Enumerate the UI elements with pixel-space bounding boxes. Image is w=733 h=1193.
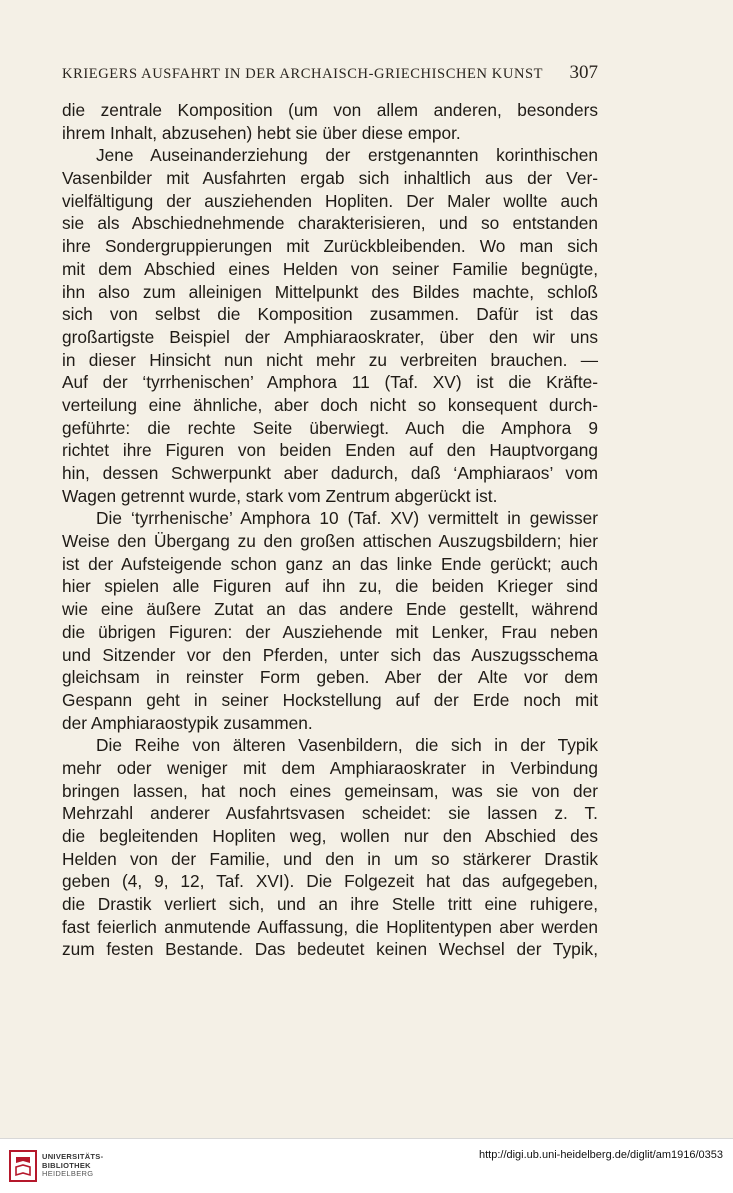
text-line: Wagen getrennt wurde, stark vom Zentrum abgerückt ist. (62, 485, 498, 506)
text-line: wie eine äußere Zutat an das andere Ende gestellt, während (62, 599, 598, 620)
text-line: und Sitzender vor den Pferden, unter sich das Auszugsschema (62, 644, 598, 665)
text-line: Helden von der Familie, und den in um so stärkerer Drastik (62, 848, 598, 869)
page-number: 307 (569, 62, 598, 83)
text-line: ihn also zum alleinigen Mittelpunkt des Bildes machte, schloß (62, 281, 598, 302)
text-line: die übrigen Figuren: der Ausziehende mit Lenker, Frau neben (62, 621, 598, 642)
permalink-url[interactable]: http://digi.ub.uni-heidelberg.de/diglit/am1916/0353 (478, 1149, 723, 1161)
text-line: fast feierlich anmutende Auffassung, die Hoplitentypen aber werden (62, 916, 598, 937)
text-line: Auf der ‘tyrrhenischen’ Amphora 11 (Taf. XV) ist die Kräfte- (62, 372, 598, 393)
text-line: in dieser Hinsicht nun nicht mehr zu verbreiten brauchen. — (62, 349, 598, 370)
text-line: sich von selbst die Komposition zusammen. Dafür ist das (62, 304, 598, 325)
text-line: zum festen Bestande. Das bedeutet keinen Wechsel der Typik, (62, 939, 598, 960)
text-line: Weise den Übergang zu den großen attischen Auszugsbildern; hier (62, 531, 598, 552)
running-title: KRIEGERS AUSFAHRT IN DER ARCHAISCH-GRIECHISCHEN KUNST (62, 66, 544, 82)
text-line: vielfältigung der ausziehenden Hopliten. Der Maler wollte auch (62, 190, 598, 211)
text-line: richtet ihre Figuren von beiden Enden auf den Hauptvorgang (62, 440, 598, 461)
text-line: die zentrale Komposition (um von allem anderen, besonders (62, 100, 598, 120)
text-line: Vasenbilder mit Ausfahrten ergab sich inhaltlich aus der Ver- (62, 168, 598, 189)
text-line: die begleitenden Hopliten weg, wollen nur den Abschied des (62, 826, 598, 846)
text-line: ihre Sondergruppierungen mit Zurückbleibenden. Wo man sich (62, 236, 598, 257)
text-line: Jene Auseinanderziehung der erstgenannten korinthischen (96, 145, 598, 166)
text-line: Mehrzahl anderer Ausfahrtsvasen scheidet: sie lassen z. T. (62, 803, 598, 824)
library-logo-icon (8, 1149, 38, 1183)
text-line: hin, dessen Schwerpunkt aber dadurch, daß ‘Amphiaraos’ vom (62, 463, 598, 483)
text-line: gleichsam in reinster Form geben. Aber der Alte vor dem (62, 667, 598, 688)
viewer-footer (0, 1138, 733, 1193)
text-line: Gespann geht in seiner Hockstellung auf der Erde noch mit (62, 689, 598, 710)
text-line: sie als Abschiednehmende charakterisieren, und so entstanden (62, 213, 598, 234)
text-line: geführte: die rechte Seite überwiegt. Auch die Amphora 9 (62, 417, 598, 438)
library-name: UNIVERSITÄTS- BIBLIOTHEK HEIDELBERG (42, 1152, 104, 1178)
text-line: geben (4, 9, 12, Taf. XVI). Die Folgezeit hat das aufgegeben, (62, 871, 598, 892)
text-line: verteilung eine ähnliche, aber doch nicht so konsequent durch- (62, 394, 598, 415)
text-line: Die Reihe von älteren Vasenbildern, die sich in der Typik (96, 735, 598, 756)
text-line: ist der Aufsteigende schon ganz an das linke Ende gerückt; auch (62, 553, 598, 574)
text-line: großartigste Beispiel der Amphiaraoskrater, über den wir uns (62, 326, 598, 347)
text-line: ihrem Inhalt, abzusehen) hebt sie über diese empor. (62, 122, 461, 143)
text-line: der Amphiaraostypik zusammen. (62, 712, 313, 733)
text-line: mehr oder weniger mit dem Amphiaraoskrater in Verbindung (62, 757, 598, 778)
text-line: hier spielen alle Figuren auf ihn zu, die beiden Krieger sind (62, 576, 598, 597)
text-line: die Drastik verliert sich, und an ihre Stelle tritt eine ruhigere, (62, 894, 598, 915)
text-line: bringen lassen, hat noch eines gemeinsam, was sie von der (62, 780, 598, 801)
running-header (62, 62, 598, 84)
text-line: Die ‘tyrrhenische’ Amphora 10 (Taf. XV) vermittelt in gewisser (96, 508, 598, 529)
body-text (62, 99, 598, 961)
text-line: mit dem Abschied eines Helden von seiner Familie begnügte, (62, 258, 598, 279)
